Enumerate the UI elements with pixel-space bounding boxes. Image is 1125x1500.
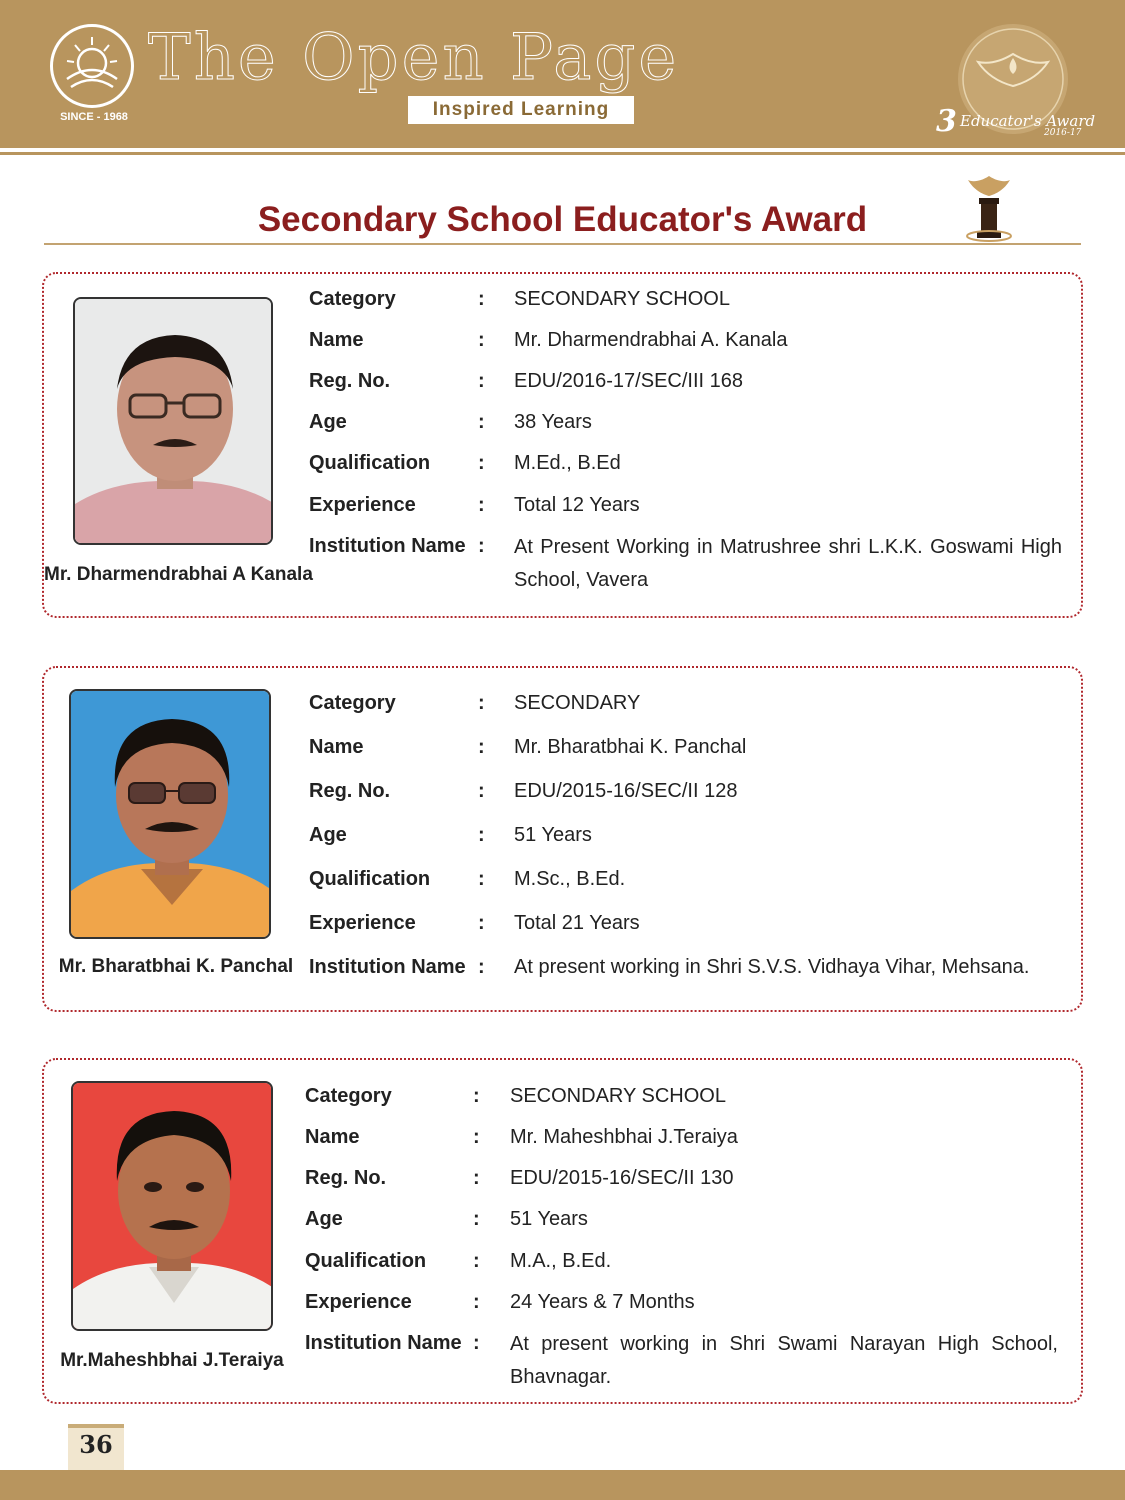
category-value: SECONDARY SCHOOL <box>510 1085 726 1107</box>
name-value: Mr. Dharmendrabhai A. Kanala <box>514 329 788 351</box>
educator-photo-2 <box>69 689 271 939</box>
qualification-value: M.Sc., B.Ed. <box>514 868 626 890</box>
experience-value: 24 Years & 7 Months <box>510 1291 695 1313</box>
label-category: Category <box>309 288 396 310</box>
label-qualification: Qualification <box>305 1250 427 1272</box>
award-label: Educator's Award <box>960 112 1096 130</box>
colon: : <box>478 780 485 802</box>
label-category: Category <box>309 692 396 714</box>
experience-value: Total 21 Years <box>514 912 640 934</box>
educator-photo-3 <box>71 1081 273 1331</box>
colon: : <box>478 370 485 392</box>
colon: : <box>473 1291 480 1313</box>
label-reg-no: Reg. No. <box>309 780 391 802</box>
label-reg-no: Reg. No. <box>309 370 391 392</box>
label-institution: Institution Name <box>309 535 466 557</box>
footer-bar <box>0 1470 1125 1500</box>
experience-value: Total 12 Years <box>514 494 640 516</box>
title-underline <box>44 243 1081 245</box>
colon: : <box>478 736 485 758</box>
colon: : <box>473 1167 480 1189</box>
qualification-value: M.A., B.Ed. <box>510 1250 612 1272</box>
institution-value: At present working in Shri S.V.S. Vidhaya Vihar, Mehsana. <box>514 956 1030 978</box>
since-label: SINCE - 1968 <box>60 111 128 123</box>
colon: : <box>478 452 485 474</box>
colon: : <box>478 494 485 516</box>
reg-no-value: EDU/2015-16/SEC/II 128 <box>514 780 738 802</box>
age-value: 38 Years <box>514 411 592 433</box>
colon: : <box>478 956 485 978</box>
label-category: Category <box>305 1085 392 1107</box>
colon: : <box>478 329 485 351</box>
colon: : <box>473 1250 480 1272</box>
colon: : <box>478 288 485 310</box>
educator-caption-3: Mr.Maheshbhai J.Teraiya <box>60 1350 284 1371</box>
label-reg-no: Reg. No. <box>305 1167 387 1189</box>
trophy-icon <box>966 172 1012 244</box>
colon: : <box>478 824 485 846</box>
label-qualification: Qualification <box>309 868 431 890</box>
category-value: SECONDARY <box>514 692 641 714</box>
age-value: 51 Years <box>514 824 592 846</box>
age-value: 51 Years <box>510 1208 588 1230</box>
label-age: Age <box>309 411 347 433</box>
school-logo-icon <box>50 24 134 108</box>
brand-tagline: Inspired Learning <box>408 96 634 124</box>
label-experience: Experience <box>305 1291 412 1313</box>
header-banner <box>0 0 1125 148</box>
colon: : <box>478 868 485 890</box>
label-age: Age <box>309 824 347 846</box>
colon: : <box>473 1208 480 1230</box>
header-divider <box>0 152 1125 155</box>
institution-value: At present working in Shri Swami Narayan High School, Bhavnagar. <box>510 1333 1058 1388</box>
reg-no-value: EDU/2015-16/SEC/II 130 <box>510 1167 734 1189</box>
label-name: Name <box>309 736 364 758</box>
colon: : <box>473 1085 480 1107</box>
colon: : <box>473 1332 480 1354</box>
label-name: Name <box>309 329 364 351</box>
educator-caption-1: Mr. Dharmendrabhai A Kanala <box>44 564 313 585</box>
label-experience: Experience <box>309 912 416 934</box>
page-title: Secondary School Educator's Award <box>257 200 868 239</box>
label-name: Name <box>305 1126 360 1148</box>
qualification-value: M.Ed., B.Ed <box>514 452 621 474</box>
label-institution: Institution Name <box>305 1332 462 1354</box>
label-qualification: Qualification <box>309 452 431 474</box>
name-value: Mr. Maheshbhai J.Teraiya <box>510 1126 738 1148</box>
page-number: 36 <box>79 1430 113 1459</box>
award-number: 3 <box>936 104 957 139</box>
reg-no-value: EDU/2016-17/SEC/III 168 <box>514 370 744 392</box>
brand-title: The Open Page <box>148 21 680 95</box>
educator-caption-2: Mr. Bharatbhai K. Panchal <box>58 956 294 977</box>
colon: : <box>478 692 485 714</box>
educator-photo-1 <box>73 297 273 545</box>
colon: : <box>478 912 485 934</box>
colon: : <box>478 411 485 433</box>
label-age: Age <box>305 1208 343 1230</box>
colon: : <box>473 1126 480 1148</box>
name-value: Mr. Bharatbhai K. Panchal <box>514 736 747 758</box>
label-experience: Experience <box>309 494 416 516</box>
category-value: SECONDARY SCHOOL <box>514 288 730 310</box>
label-institution: Institution Name <box>309 956 466 978</box>
award-year: 2016-17 <box>1044 128 1082 138</box>
colon: : <box>478 535 485 557</box>
institution-value: At Present Working in Matrushree shri L.K.K. Goswami High School, Vavera <box>514 536 1062 591</box>
